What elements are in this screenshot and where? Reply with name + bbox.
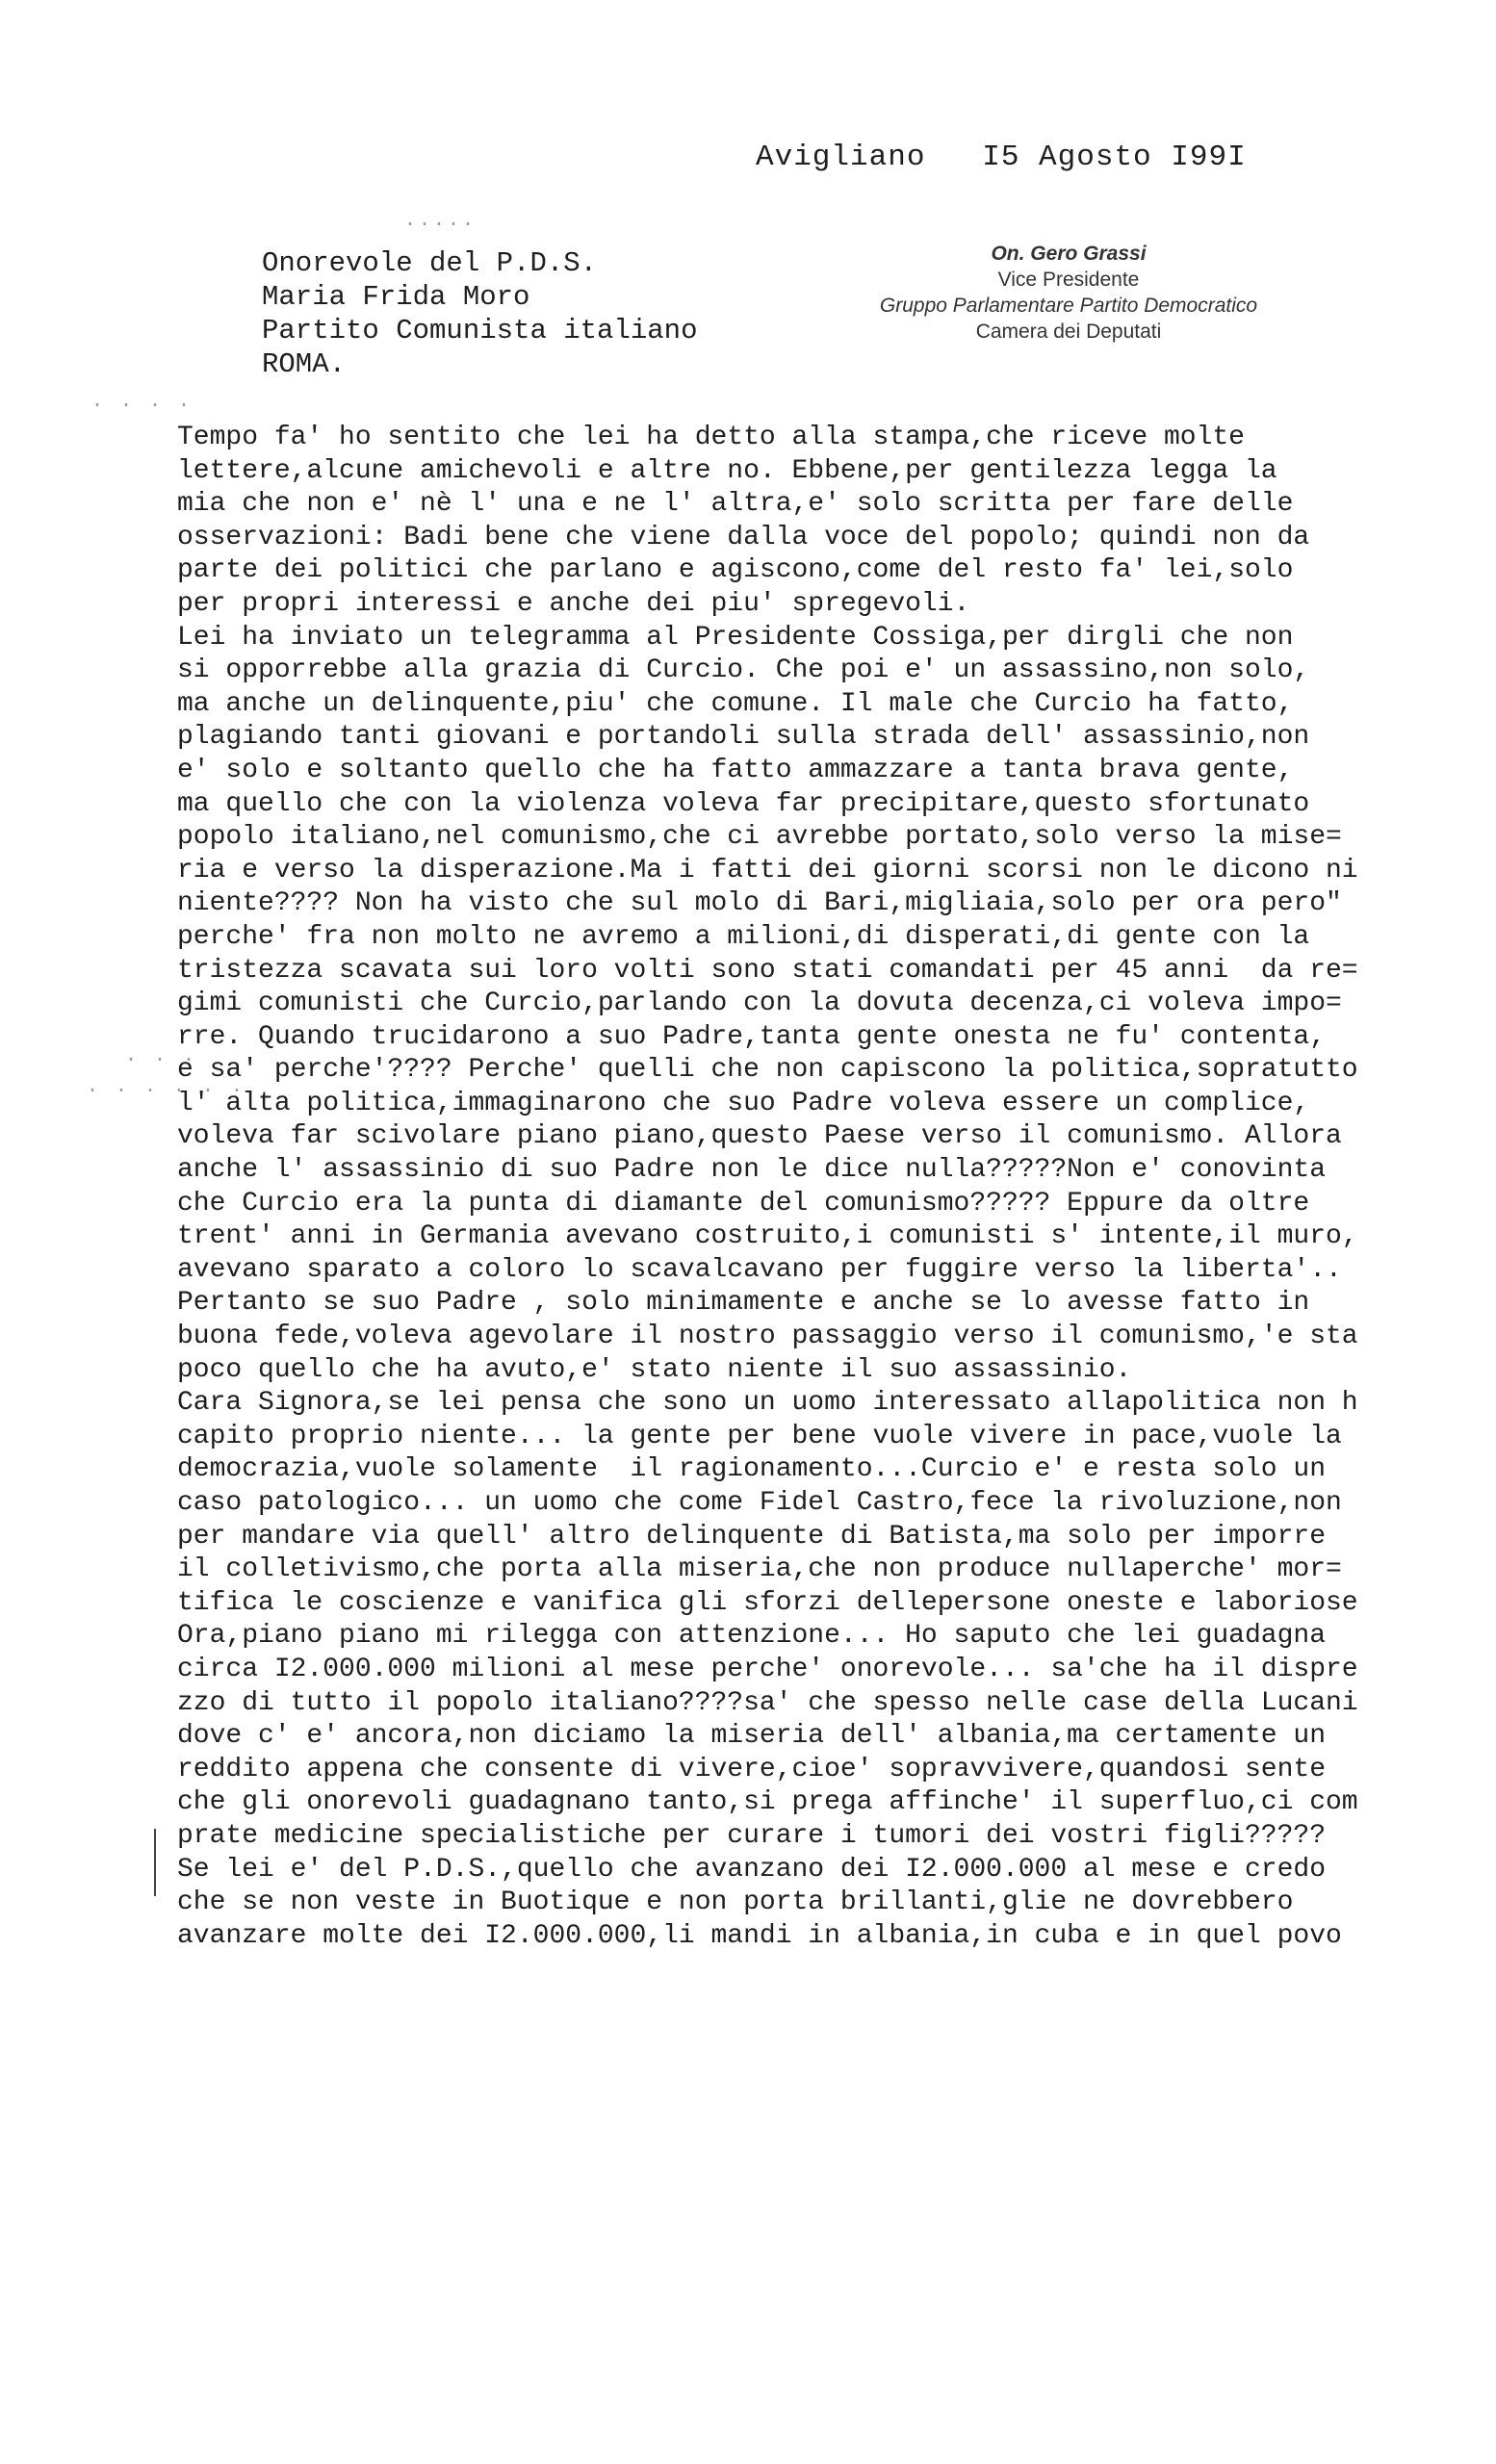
body-line: ria e verso la disperazione.Ma i fatti dei giorni scorsi non le dicono ni xyxy=(177,855,1358,886)
body-line: il colletivismo,che porta alla miseria,che non produce nullaperche' mor= xyxy=(177,1554,1342,1585)
body-line: reddito appena che consente di vivere,cioe' sopravvivere,quandosi sente xyxy=(177,1754,1326,1784)
body-line: osservazioni: Badi bene che viene dalla voce del popolo; quindi non da xyxy=(177,522,1310,552)
body-line: perche' fra non molto ne avremo a milioni,di disperati,di gente con la xyxy=(177,921,1310,952)
stamp-name: On. Gero Grassi xyxy=(991,243,1147,265)
body-line: avevano sparato a coloro lo scavalcavano per fuggire verso la liberta'.. xyxy=(177,1254,1342,1285)
body-line: tristezza scavata sui loro volti sono stati comandati per 45 anni da re= xyxy=(177,955,1358,986)
body-line: Tempo fa' ho sentito che lei ha detto alla stampa,che riceve molte xyxy=(177,423,1245,452)
body-line: buona fede,voleva agevolare il nostro passaggio verso il comunismo,'e sta xyxy=(177,1322,1358,1352)
body-line: gimi comunisti che Curcio,parlando con la dovuta decenza,ci voleva impo= xyxy=(177,988,1342,1019)
body-line: che se non veste in Buotique e non porta brillanti,glie ne dovrebbero xyxy=(177,1887,1294,1918)
recipient-line: Partito Comunista italiano xyxy=(262,315,698,346)
letter-date: Avigliano I5 Agosto I99I xyxy=(756,141,1247,174)
margin-dots: · · · xyxy=(125,1049,198,1071)
body-line: poco quello che ha avuto,e' stato niente il suo assassinio. xyxy=(177,1354,1132,1385)
letter-body xyxy=(177,422,1467,1953)
body-line: prate medicine specialistiche per curare i tumori dei vostri figli????? xyxy=(177,1820,1326,1851)
body-line: trent' anni in Germania avevano costruito,i comunisti s' intente,il muro, xyxy=(177,1221,1358,1252)
body-line: niente???? Non ha visto che sul molo di Bari,migliaia,solo per ora pero" xyxy=(177,888,1342,919)
recipient-block xyxy=(262,246,697,381)
body-line: popolo italiano,nel comunismo,che ci avrebbe portato,solo verso la mise= xyxy=(177,822,1342,853)
body-line: che gli onorevoli guadagnano tanto,si prega affinche' il superfluo,ci com xyxy=(177,1787,1358,1818)
body-line: Pertanto se suo Padre , solo minimamente e anche se lo avesse fatto in xyxy=(177,1288,1310,1319)
margin-dots: · · · · xyxy=(91,395,193,417)
margin-dots: ····· xyxy=(404,214,477,236)
body-line: Ora,piano piano mi rilegga con attenzione... Ho saputo che lei guadagna xyxy=(177,1621,1326,1652)
body-line: anche l' assassinio di suo Padre non le dice nulla?????Non e' conovinta xyxy=(177,1155,1326,1186)
official-stamp xyxy=(828,241,1309,345)
body-line: tifica le coscienze e vanifica gli sforzi dellepersone oneste e laboriose xyxy=(177,1587,1358,1618)
body-line: rre. Quando trucidarono a suo Padre,tanta gente onesta ne fu' contenta, xyxy=(177,1021,1326,1052)
body-line: mia che non e' nè l' una e ne l' altra,e' solo scritta per fare delle xyxy=(177,489,1294,520)
body-line: democrazia,vuole solamente il ragionamento...Curcio e' e resta solo un xyxy=(177,1454,1326,1485)
recipient-line: Onorevole del P.D.S. xyxy=(262,247,598,279)
body-line: Lei ha inviato un telegramma al Presidente Cossiga,per dirgli che non xyxy=(177,622,1294,653)
body-line: l' alta politica,immaginarono che suo Padre voleva essere un complice, xyxy=(177,1088,1310,1118)
stamp-role: Vice Presidente xyxy=(997,269,1140,291)
body-line: Se lei e' del P.D.S.,quello che avanzano dei I2.000.000 al mese e credo xyxy=(177,1854,1326,1885)
stamp-group: Gruppo Parlamentare Partito Democratico xyxy=(879,295,1258,317)
stamp-house: Camera dei Deputati xyxy=(975,321,1162,343)
body-line: lettere,alcune amichevoli e altre no. Ebbene,per gentilezza legga la xyxy=(177,455,1277,486)
body-line: Cara Signora,se lei pensa che sono un uomo interessato allapolitica non h xyxy=(177,1388,1358,1419)
body-line: si opporrebbe alla grazia di Curcio. Che poi e' un assassino,non solo, xyxy=(177,655,1310,686)
body-line: capito proprio niente... la gente per bene vuole vivere in pace,vuole la xyxy=(177,1421,1342,1451)
body-line: avanzare molte dei I2.000.000,li mandi in albania,in cuba e in quel povo xyxy=(177,1920,1342,1951)
body-line: per propri interessi e anche dei piu' spregevoli. xyxy=(177,588,970,619)
recipient-line: Maria Frida Moro xyxy=(262,281,530,313)
body-line: parte dei politici che parlano e agiscono,come del resto fa' lei,solo xyxy=(177,555,1294,586)
body-line: voleva far scivolare piano piano,questo Paese verso il comunismo. Allora xyxy=(177,1121,1342,1152)
body-line: e sa' perche'???? Perche' quelli che non capiscono la politica,sopratutto xyxy=(177,1055,1358,1086)
body-line: zzo di tutto il popolo italiano????sa' che spesso nelle case della Lucani xyxy=(177,1687,1358,1718)
body-line: e' solo e soltanto quello che ha fatto ammazzare a tanta brava gente, xyxy=(177,755,1294,785)
body-line: che Curcio era la punta di diamante del comunismo????? Eppure da oltre xyxy=(177,1188,1310,1219)
body-line: caso patologico... un uomo che come Fidel Castro,fece la rivoluzione,non xyxy=(177,1488,1342,1518)
body-line: ma quello che con la violenza voleva far precipitare,questo sfortunato xyxy=(177,788,1310,819)
body-line: ma anche un delinquente,piu' che comune. Il male che Curcio ha fatto, xyxy=(177,688,1294,719)
margin-dots: · · · · · · xyxy=(87,1080,246,1102)
body-line: circa I2.000.000 milioni al mese perche' onorevole... sa'che ha il dispre xyxy=(177,1654,1358,1684)
recipient-line: ROMA. xyxy=(262,348,347,380)
body-line: dove c' e' ancora,non diciamo la miseria dell' albania,ma certamente un xyxy=(177,1721,1326,1752)
body-line: per mandare via quell' altro delinquente di Batista,ma solo per imporre xyxy=(177,1521,1326,1552)
body-line: plagiando tanti giovani e portandoli sulla strada dell' assassinio,non xyxy=(177,722,1310,753)
margin-mark xyxy=(154,1829,177,1896)
